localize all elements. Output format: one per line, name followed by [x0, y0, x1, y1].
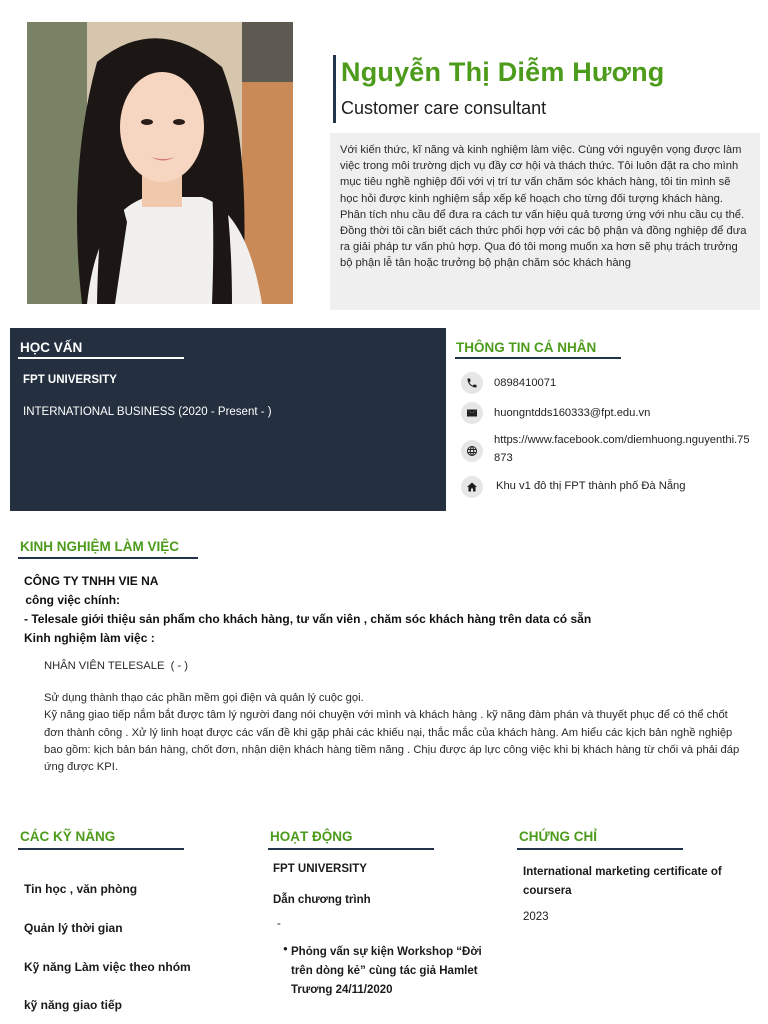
certificates-heading: CHỨNG CHỈ: [519, 829, 597, 844]
email-address[interactable]: huongntdds160333@fpt.edu.vn: [494, 407, 651, 419]
profile-photo-illustration: [27, 22, 293, 304]
activities-heading: HOẠT ĐỘNG: [270, 829, 353, 844]
bullet-icon: ●: [283, 944, 288, 953]
phone-icon: [461, 372, 483, 394]
education-panel: [10, 328, 446, 511]
education-major: INTERNATIONAL BUSINESS (2020 - Present - ): [23, 406, 272, 418]
experience-company: CÔNG TY TNHH VIE NA: [24, 574, 159, 588]
home-address: Khu v1 đô thị FPT thành phố Đà Nẵng: [496, 480, 686, 492]
certificate-year: 2023: [523, 911, 549, 923]
skills-heading: CÁC KỸ NĂNG: [20, 829, 116, 844]
profile-photo: [27, 22, 293, 304]
career-objective-text: Với kiến thức, kĩ năng và kinh nghiệm làm việc. Cùng với nguyện vọng được làm việc trong môi trường dịch vụ đầy cơ hội và thách thức. Tôi luôn đặt ra cho mình mục tiêu nghề nghiệp đối với vị trí tư vấn chăm sóc khách hàng, tôi tin mình sẽ học hỏi được kinh nghiệm sắp xếp kế hoạch cho từng đối tượng khách hàng. Phân tích nhu cầu để đưa ra cách tư vấn hiệu quả tương ứng với nhu cầu cụ thể. Đồng thời tôi cần biết cách thức phối hợp với các bộ phận và đồng nghiệp để đưa ra giải pháp tư vấn phù hợp. Qua đó tôi mong muốn xa hơn sẽ phụ trách trưởng bộ phận lễ tân hoặc trưởng bộ phận chăm sóc khách hàng: [340, 144, 747, 270]
experience-description: Sử dụng thành thạo các phần mềm gọi điện và quản lý cuộc gọi. Kỹ năng giao tiếp nắm bắt được tâm lý người đang nói chuyện với mình và khách hàng . kỹ năng đàm phán và thuyết phục để có thể chốt đơn thành công . Xử lý linh hoạt được các vấn đề khi gặp phải các khiếu nại, thắc mắc của khách hàng. Am hiểu các kịch bản nghề nghiệp bao gồm: kịch bản bán hàng, chốt đơn, nhận diện khách hàng tiềm năng . Chịu được áp lực công việc khi bị khách hàng từ chối và phải đáp ứng được KPI.: [44, 692, 740, 774]
skill-item: Quản lý thời gian: [24, 921, 123, 935]
experience-label: Kinh nghiệm làm việc :: [24, 631, 155, 645]
job-title: Customer care consultant: [341, 98, 547, 118]
experience-heading-rule: [18, 557, 198, 559]
name-accent-bar: [333, 55, 336, 123]
skill-item: Kỹ năng Làm việc theo nhóm: [24, 960, 191, 974]
home-icon: [461, 476, 483, 498]
activities-heading-rule: [268, 848, 434, 850]
phone-number[interactable]: 0898410071: [494, 377, 557, 389]
education-heading: HỌC VẤN: [20, 340, 83, 355]
facebook-link[interactable]: https://www.facebook.com/diemhuong.nguyenthi.75873: [494, 434, 750, 464]
education-heading-rule: [18, 357, 184, 359]
personal-info-heading-rule: [455, 357, 621, 359]
experience-position: NHÂN VIÊN TELESALE ( - ): [44, 660, 189, 672]
full-name: Nguyễn Thị Diễm Hương: [341, 57, 665, 87]
career-objective: [330, 133, 760, 310]
activity-role: Dẫn chương trình: [273, 894, 371, 906]
skills-heading-rule: [18, 848, 184, 850]
activity-detail: Phỏng vấn sự kiện Workshop “Đời trên dòng kẻ” cùng tác giả Hamlet Trương 24/11/2020: [291, 946, 482, 996]
email-icon: [461, 402, 483, 424]
education-school: FPT UNIVERSITY: [23, 374, 117, 386]
activity-dash: -: [277, 918, 281, 930]
experience-heading: KINH NGHIỆM LÀM VIỆC: [20, 539, 180, 554]
experience-main-job-label: công việc chính:: [22, 593, 121, 607]
activity-organization: FPT UNIVERSITY: [273, 863, 367, 875]
skill-item: Tin học , văn phòng: [24, 882, 138, 896]
skill-item: kỹ năng giao tiếp: [24, 998, 123, 1012]
certificate-name: International marketing certificate of coursera: [523, 866, 722, 897]
personal-info-heading: THÔNG TIN CÁ NHÂN: [456, 340, 597, 355]
certificates-heading-rule: [517, 848, 683, 850]
globe-icon: [461, 440, 483, 462]
experience-main-job: - Telesale giới thiệu sản phẩm cho khách hàng, tư vấn viên , chăm sóc khách hàng trên data có sẵn: [24, 612, 592, 626]
